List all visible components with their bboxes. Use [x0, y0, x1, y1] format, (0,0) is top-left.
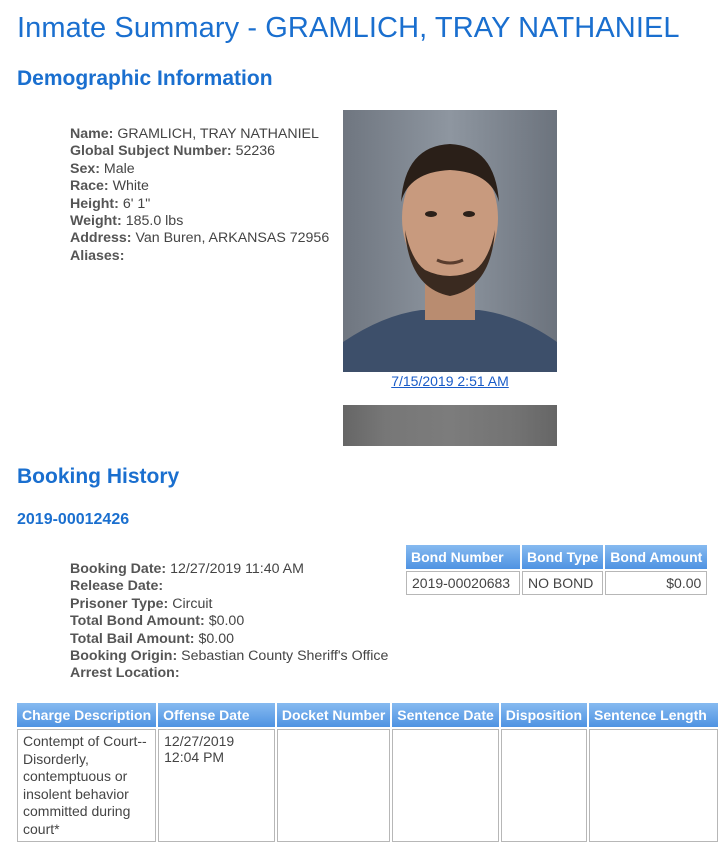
secondary-photo-thumbnail[interactable]: [343, 405, 557, 446]
charge-table-header-row: [17, 703, 718, 727]
docket-number-header: Docket Number: [277, 703, 390, 727]
bond-amount-cell: $0.00: [605, 571, 707, 595]
aliases-field: Aliases:: [70, 247, 125, 264]
charge-description-cell: Contempt of Court--Disorderly, contemptuous or insolent behavior committed during court*: [17, 729, 156, 842]
table-row: [17, 729, 718, 842]
name-field: Name: GRAMLICH, TRAY NATHANIEL: [70, 126, 319, 142]
bond-amount-header: Bond Amount: [605, 545, 707, 569]
inmate-photo[interactable]: [343, 110, 557, 372]
booking-fields: [70, 561, 388, 683]
bond-number-header: Bond Number: [406, 545, 520, 569]
sentence-length-cell: [589, 729, 718, 842]
address-field: Address: Van Buren, ARKANSAS 72956: [70, 230, 330, 247]
docket-number-cell: [277, 729, 390, 842]
bond-type-header: Bond Type: [522, 545, 603, 569]
booking-number: 2019-00012426: [17, 511, 130, 528]
mugshot-image: [343, 110, 557, 372]
prisoner-type-field: Prisoner Type: Circuit: [70, 595, 213, 612]
bond-table: [404, 543, 709, 597]
height-field: Height: 6' 1": [70, 195, 151, 212]
global-subject-number-field: Global Subject Number: 52236: [70, 143, 276, 160]
offense-date-header: Offense Date: [158, 703, 275, 727]
bond-number-cell: 2019-00020683: [406, 571, 520, 595]
sentence-date-cell: [392, 729, 498, 842]
page-title: Inmate Summary - GRAMLICH, TRAY NATHANIEL: [17, 12, 680, 44]
sentence-length-header: Sentence Length: [589, 703, 718, 727]
offense-date-cell: 12/27/2019 12:04 PM: [158, 729, 275, 842]
release-date-field: Release Date:: [70, 578, 164, 595]
race-field: Race: White: [70, 178, 149, 195]
booking-origin-field: Booking Origin: Sebastian County Sheriff's Office: [70, 648, 389, 665]
booking-history-heading: Booking History: [17, 465, 180, 488]
total-bond-amount-field: Total Bond Amount: $0.00: [70, 613, 245, 630]
charge-description-header: Charge Description: [17, 703, 156, 727]
booking-date-field: Booking Date: 12/27/2019 11:40 AM: [70, 561, 304, 577]
sentence-date-header: Sentence Date: [392, 703, 498, 727]
total-bail-amount-field: Total Bail Amount: $0.00: [70, 630, 234, 647]
photo-date-link[interactable]: 7/15/2019 2:51 AM: [391, 373, 509, 389]
table-row: [406, 571, 707, 595]
disposition-header: Disposition: [501, 703, 587, 727]
bond-table-header-row: [406, 545, 707, 569]
demographic-heading: Demographic Information: [17, 67, 273, 90]
weight-field: Weight: 185.0 lbs: [70, 213, 184, 230]
arrest-location-field: Arrest Location:: [70, 665, 180, 682]
demographic-fields: [70, 126, 329, 265]
bond-type-cell: NO BOND: [522, 571, 603, 595]
disposition-cell: [501, 729, 587, 842]
sex-field: Sex: Male: [70, 160, 135, 177]
charge-table: [15, 701, 720, 844]
